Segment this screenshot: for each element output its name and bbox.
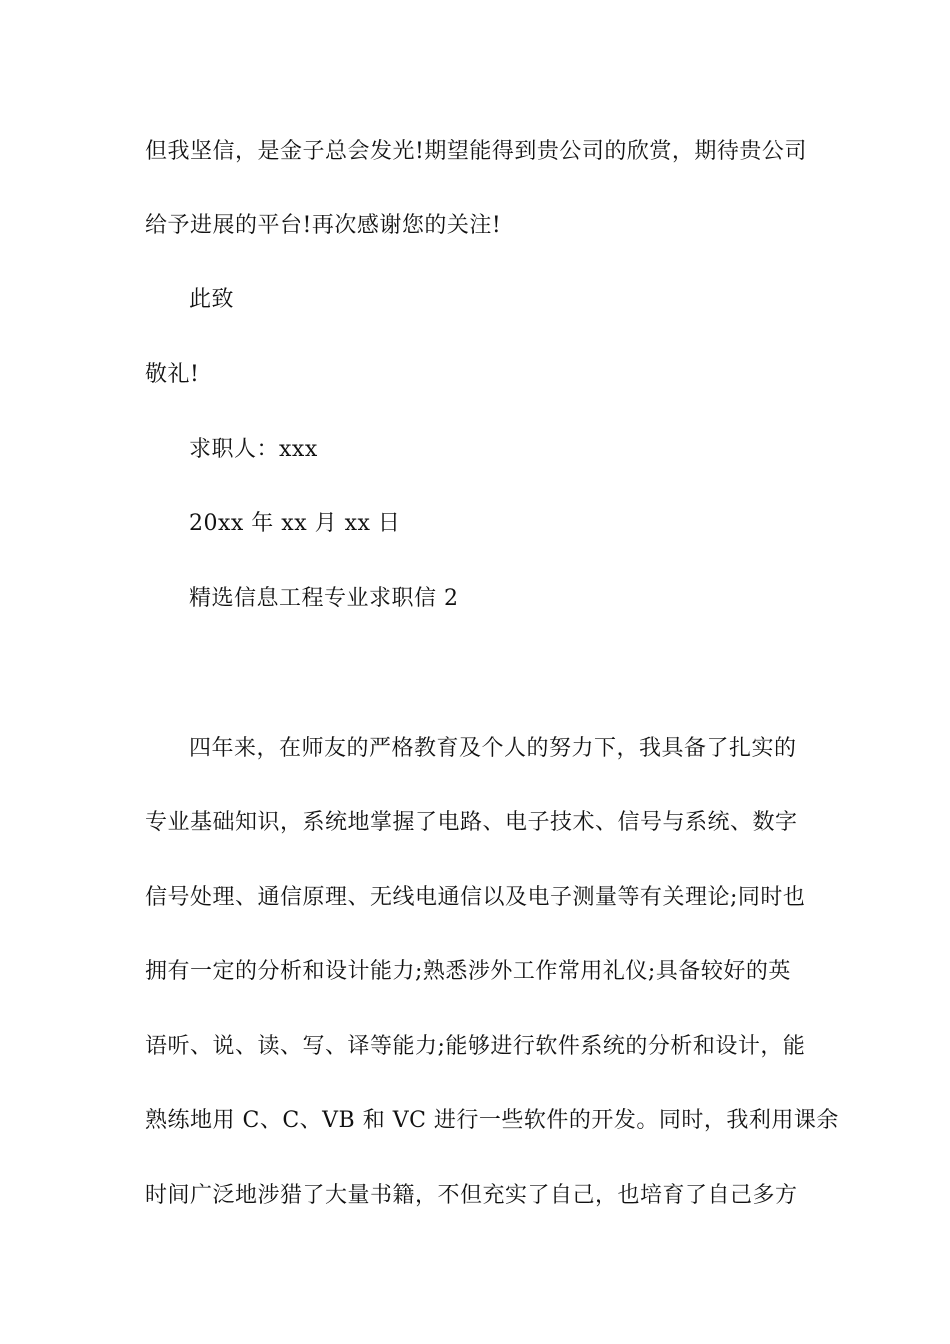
paragraph-line: 时间广泛地涉猎了大量书籍，不但充实了自己，也培育了自己多方 — [145, 1183, 798, 1208]
paragraph-line: 拥有一定的分析和设计能力;熟悉涉外工作常用礼仪;具备较好的英 — [145, 959, 791, 984]
date-line: 20xx 年 xx 月 xx 日 — [189, 511, 401, 536]
closing-line: 敬礼! — [145, 362, 200, 387]
salutation-line: 此致 — [189, 287, 235, 312]
paragraph-line: 四年来，在师友的严格教育及个人的努力下，我具备了扎实的 — [189, 736, 797, 761]
applicant-line: 求职人：xxx — [189, 437, 318, 462]
section-title: 精选信息工程专业求职信 2 — [189, 586, 459, 611]
paragraph-line: 专业基础知识，系统地掌握了电路、电子技术、信号与系统、数字 — [145, 810, 798, 835]
paragraph-line: 语听、说、读、写、译等能力;能够进行软件系统的分析和设计，能 — [145, 1034, 806, 1059]
paragraph-line: 给予进展的平台!再次感谢您的关注! — [145, 213, 502, 238]
paragraph-line: 信号处理、通信原理、无线电通信以及电子测量等有关理论;同时也 — [145, 885, 806, 910]
paragraph-line: 但我坚信，是金子总会发光!期望能得到贵公司的欣赏，期待贵公司 — [145, 139, 807, 164]
paragraph-line: 熟练地用 C、C、VB 和 VC 进行一些软件的开发。同时，我利用课余 — [145, 1108, 839, 1133]
